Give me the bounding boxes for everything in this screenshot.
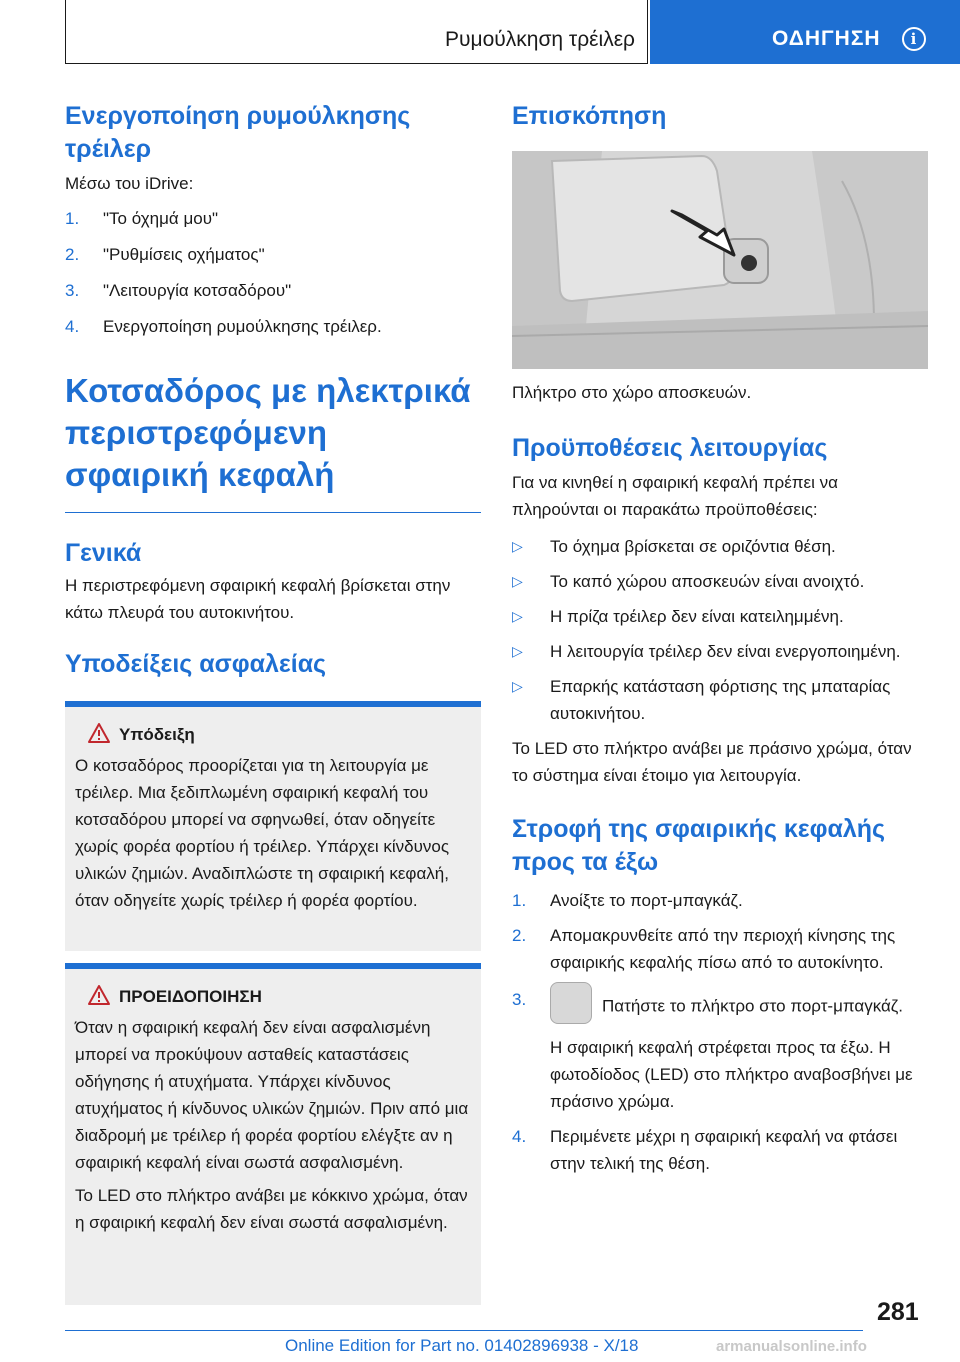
triangle-bullet-icon: ▷ (512, 573, 523, 589)
rotate-steps (512, 887, 928, 1177)
list-item: ▷ Επαρκής κατάσταση φόρτισης της μπαταρίας αυτοκινήτου. (512, 673, 928, 727)
list-item: 2. Απομακρυνθείτε από την περιοχή κίνησης της σφαιρικής κεφαλής πίσω από το αυτοκίνητο. (512, 926, 896, 972)
triangle-bullet-icon: ▷ (512, 643, 523, 659)
prereq-list (512, 533, 928, 727)
note-title-text: Υπόδειξη (119, 725, 195, 744)
warning-triangle-icon (87, 984, 111, 1006)
list-item: ▷ Η λειτουργία τρέιλερ δεν είναι ενεργοποιημένη. (512, 638, 928, 665)
photo-caption: Πλήκτρο στο χώρο αποσκευών. (512, 383, 752, 402)
list-item: ▷ Η πρίζα τρέιλερ δεν είναι κατειλημμένη. (512, 603, 928, 630)
triangle-bullet-icon: ▷ (512, 538, 523, 554)
note-text: Ο κοτσαδόρος προορίζεται για τη λειτουργία με τρέιλερ. Μια ξεδιπλωμένη σφαιρική κεφαλή του κοτσαδόρου μπορεί να σφηνωθεί, όταν οδηγείτε χωρίς φορέα φορτίου ή τρέιλερ. Υπάρχει κίνδυνος υλικών ζημιών. Αναδιπλώστε τη σφαιρική κεφαλή, όταν οδηγείτε χωρίς τρέιλερ ή φορέα φορτίου. (75, 756, 450, 910)
triangle-bullet-icon: ▷ (512, 608, 523, 624)
list-item: 1. "Το όχημά μου" (65, 209, 219, 228)
note-heading (119, 721, 471, 748)
activate-steps (65, 205, 481, 340)
warning-text-2: Το LED στο πλήκτρο ανάβει με κόκκινο χρώμα, όταν η σφαιρική κεφαλή δεν είναι σωστά ασφαλισμένη. (75, 1186, 468, 1232)
prereq-title: Προϋποθέσεις λειτουργίας (512, 434, 828, 462)
list-item: 4. Ενεργοποίηση ρυμούλκησης τρέιλερ. (65, 317, 382, 336)
general-title: Γενικά (65, 539, 142, 567)
warning-title-text: ΠΡΟΕΙΔΟΠΟΙΗΣΗ (119, 987, 262, 1006)
section-divider (65, 512, 481, 513)
warning-heading (119, 983, 471, 1010)
watermark-logo: armanualsonline.info (716, 1338, 867, 1355)
info-icon[interactable]: i (902, 27, 926, 51)
rotate-title: Στροφή της σφαιρικής κεφαλής προς τα έξω (512, 815, 886, 876)
list-item: 4. Περιμένετε μέχρι η σφαιρική κεφαλή να φτάσει στην τελική της θέση. (512, 1127, 898, 1173)
footer-divider (65, 1330, 863, 1331)
list-item: 1. Ανοίξτε το πορτ-μπαγκάζ. (512, 891, 743, 910)
left-column (65, 100, 481, 1305)
prereq-led: Το LED στο πλήκτρο ανάβει με πράσινο χρώμα, όταν το σύστημα είναι έτοιμο για λειτουργία. (512, 739, 912, 785)
list-item: 2. "Ρυθμίσεις οχήματος" (65, 245, 265, 264)
warning-box (65, 963, 481, 1305)
header-section-title (65, 0, 648, 64)
list-item: 3. Πατήστε το πλήκτρο στο πορτ-μπαγκάζ. Η σφαιρική κεφαλή στρέφεται προς τα έξω. Η φωτοδίοδος (LED) στο πλήκτρο αναβοσβήνει με πράσινο χρώμα. (512, 986, 928, 1115)
right-column (512, 100, 928, 1177)
main-title: Κοτσαδόρος με ηλεκτρικά περιστρεφόμενη σφαιρική κεφαλή (65, 372, 471, 493)
section-title-text: Ρυμούλκηση τρέιλερ (445, 28, 635, 51)
overview-title: Επισκόπηση (512, 102, 667, 130)
trunk-button-photo (512, 151, 928, 369)
activate-intro: Μέσω του iDrive: (65, 174, 194, 193)
rotate-step-3-detail: Η σφαιρική κεφαλή στρέφεται προς τα έξω. Η φωτοδίοδος (LED) στο πλήκτρο αναβοσβήνει με πράσινο χρώμα. (550, 1038, 913, 1111)
triangle-bullet-icon: ▷ (512, 678, 523, 694)
edition-text: Online Edition for Part no. 01402896938 - X/18 (285, 1336, 639, 1355)
safety-title: Υποδείξεις ασφαλείας (65, 650, 327, 678)
list-item: ▷ Το όχημα βρίσκεται σε οριζόντια θέση. (512, 533, 928, 560)
note-box (65, 701, 481, 951)
list-item: ▷ Το καπό χώρου αποσκευών είναι ανοιχτό. (512, 568, 928, 595)
warning-text-1: Όταν η σφαιρική κεφαλή δεν είναι ασφαλισμένη μπορεί να προκύψουν ασταθείς καταστάσεις οδήγησης ή ατυχήματα. Υπάρχει κίνδυνος ατυχήματος ή κίνδυνος υλικών ζημιών. Πριν από μια διαδρομή με τρέιλερ ή φορέα φορτίου ελέγξτε αν η σφαιρική κεφαλή είναι σωστά ασφαλισμένη. (75, 1018, 469, 1172)
list-item: 3. "Λειτουργία κοτσαδόρου" (65, 281, 292, 300)
page-number: 281 (877, 1298, 919, 1326)
chapter-title: ΟΔΗΓΗΣΗ (772, 27, 881, 50)
general-text: Η περιστρεφόμενη σφαιρική κεφαλή βρίσκεται στην κάτω πλευρά του αυτοκινήτου. (65, 576, 451, 622)
trunk-illustration (512, 151, 928, 369)
trailer-hitch-button-icon (550, 982, 592, 1024)
header-chapter-tab[interactable] (650, 0, 960, 64)
activate-title: Ενεργοποίηση ρυμούλκησης τρέιλερ (65, 102, 411, 163)
warning-triangle-icon (87, 722, 111, 744)
prereq-intro: Για να κινηθεί η σφαιρική κεφαλή πρέπει να πληρούνται οι παρακάτω προϋποθέσεις: (512, 473, 838, 519)
